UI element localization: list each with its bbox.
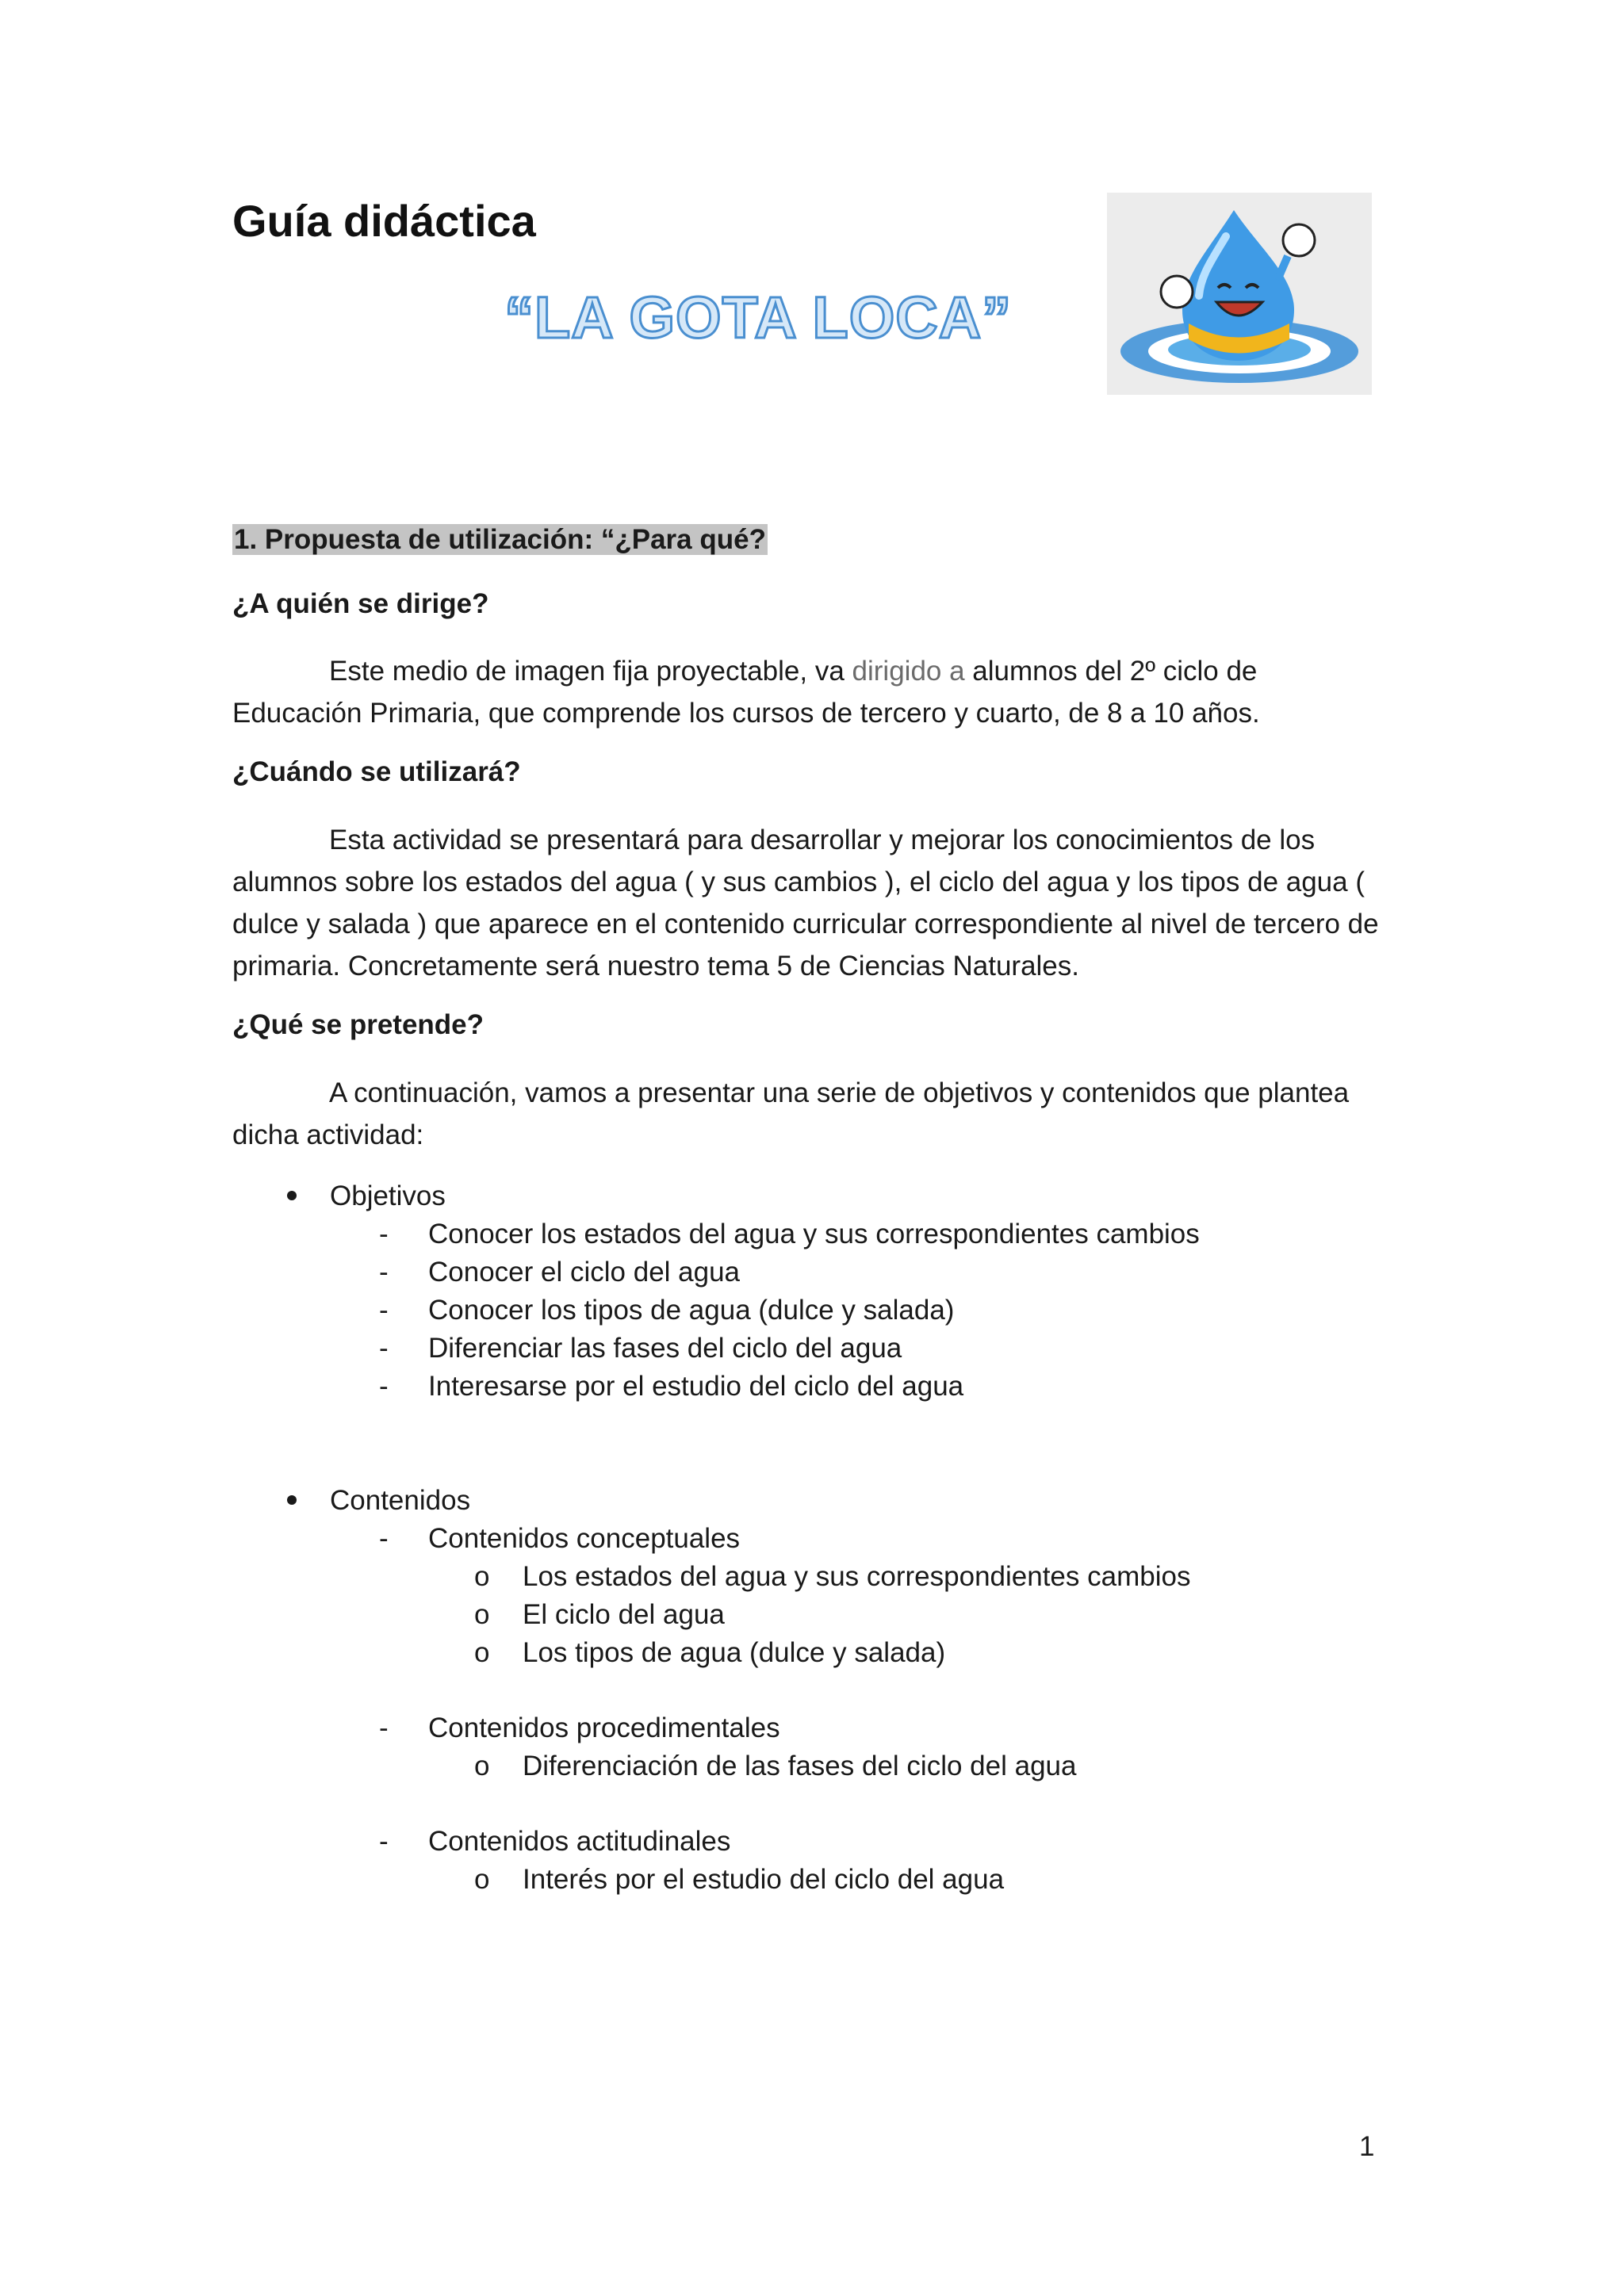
sublist-heading: Contenidos conceptuales [428,1523,741,1554]
paragraph-line: dicha actividad: [232,1119,424,1150]
text-run-muted: dirigido a [852,656,965,687]
text-run: alumnos del 2º ciclo de [964,656,1258,687]
dash-marker: - [379,1295,389,1326]
list-heading-objetivos: Objetivos [330,1181,446,1211]
paragraph-line [329,650,1257,692]
list-item: Conocer los estados del agua y sus correspondientes cambios [428,1219,1200,1249]
dash-marker: - [379,1371,389,1402]
question-what: ¿Qué se pretende? [232,1009,485,1040]
circle-marker: o [474,1599,490,1630]
page-number: 1 [1359,2131,1375,2162]
list-item: Diferenciar las fases del ciclo del agua [428,1333,902,1364]
section-heading [232,524,768,556]
bullet-dot-icon [287,1495,297,1505]
dash-marker: - [379,1712,389,1743]
list-item: Los tipos de agua (dulce y salada) [523,1637,946,1668]
section-heading-text: 1. Propuesta de utilización: “¿Para qué? [234,524,766,555]
list-item: Conocer el ciclo del agua [428,1257,741,1288]
dash-marker: - [379,1523,389,1554]
paragraph-line: primaria. Concretamente será nuestro tema 5 de Ciencias Naturales. [232,951,1079,982]
circle-marker: o [474,1864,490,1895]
paragraph-line: Esta actividad se presentará para desarrollar y mejorar los conocimientos de los [329,825,1316,855]
list-item: El ciclo del agua [523,1599,725,1630]
list-item: Diferenciación de las fases del ciclo del agua [523,1751,1077,1781]
paragraph-line: A continuación, vamos a presentar una serie de objetivos y contenidos que plantea [329,1077,1350,1108]
paragraph-line: alumnos sobre los estados del agua ( y sus cambios ), el ciclo del agua y los tipos de agua ( [232,867,1365,897]
question-who: ¿A quién se dirige? [232,588,489,619]
water-drop-mascot-icon [1107,193,1372,395]
document-title: Guía didáctica [232,196,536,246]
list-item: Los estados del agua y sus correspondientes cambios [523,1561,1191,1592]
sublist-heading: Contenidos actitudinales [428,1826,731,1857]
dash-marker: - [379,1826,389,1857]
dash-marker: - [379,1333,389,1364]
circle-marker: o [474,1637,490,1668]
dash-marker: - [379,1219,389,1249]
list-item: Conocer los tipos de agua (dulce y salada) [428,1295,955,1326]
dash-marker: - [379,1257,389,1288]
sublist-heading: Contenidos procedimentales [428,1712,780,1743]
paragraph-line: Educación Primaria, que comprende los cursos de tercero y cuarto, de 8 a 10 años. [232,698,1260,729]
bullet-dot-icon [287,1191,297,1200]
circle-marker: o [474,1561,490,1592]
circle-marker: o [474,1751,490,1781]
list-item: Interesarse por el estudio del ciclo del agua [428,1371,964,1402]
list-heading-contenidos: Contenidos [330,1485,471,1516]
brand-title: “LA GOTA LOCA” [504,285,1013,350]
question-when: ¿Cuándo se utilizará? [232,756,521,787]
text-run: Este medio de imagen fija proyectable, va [329,656,852,687]
paragraph-line: dulce y salada ) que aparece en el contenido curricular correspondiente al nivel de tercero de [232,909,1379,939]
list-item: Interés por el estudio del ciclo del agua [523,1864,1005,1895]
